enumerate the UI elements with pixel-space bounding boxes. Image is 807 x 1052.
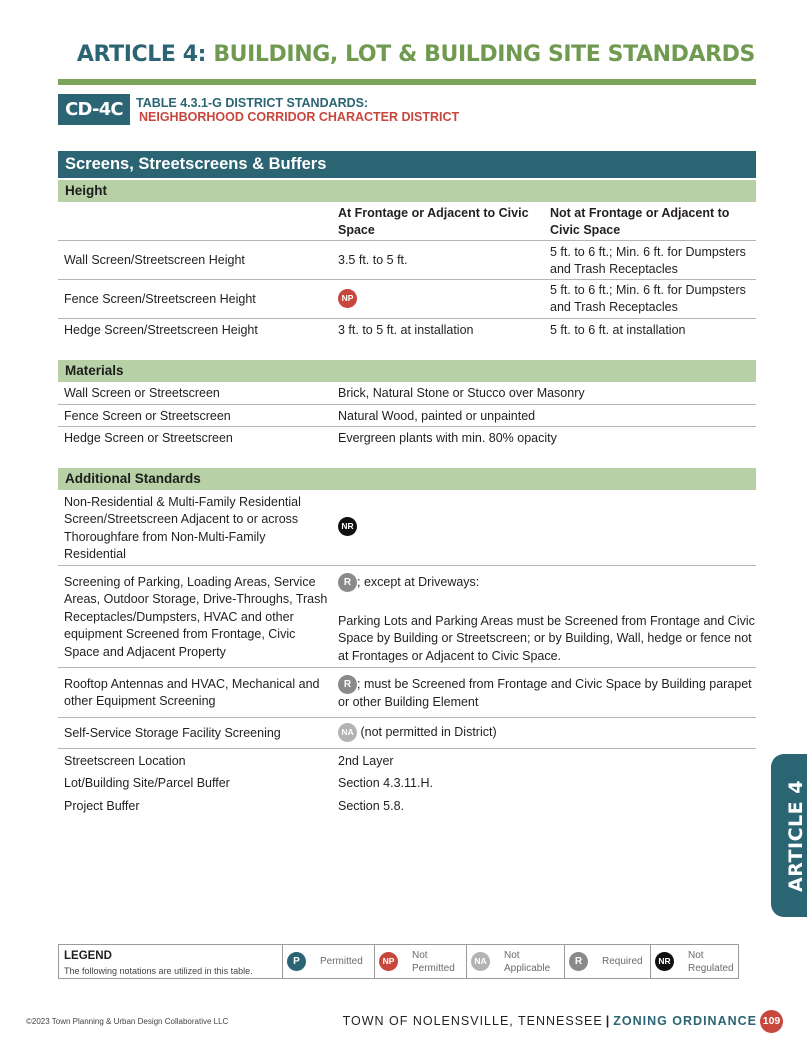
table-title: [136, 96, 459, 124]
article-prefix: ARTICLE 4:: [76, 42, 207, 67]
not-regulated-badge: NR: [338, 517, 357, 536]
row-value: Section 5.8.: [338, 799, 405, 813]
row-divider: [58, 426, 756, 427]
section-heading-materials: Materials: [58, 360, 756, 382]
row-value-frontage: 3 ft. to 5 ft. at installation: [338, 323, 474, 337]
row-label: Wall Screen or Streetscreen: [64, 386, 220, 400]
row-label: Hedge Screen or Streetscreen: [64, 431, 233, 445]
district-badge: CD-4C: [58, 94, 130, 125]
row-divider: [58, 279, 756, 280]
row-label: Project Buffer: [64, 799, 140, 813]
row-value: Brick, Natural Stone or Stucco over Masonry: [338, 386, 585, 400]
row-divider: [58, 565, 756, 566]
row-value: [338, 723, 753, 742]
legend-item-permitted: [282, 945, 374, 978]
row-label: Screening of Parking, Loading Areas, Service Areas, Outdoor Storage, Drive-Throughs, Trash Receptacles/Dumpsters, HVAC and other equipment Screened from Frontage, Civic Space and Adjacent Property: [64, 575, 328, 659]
row-divider: [58, 240, 756, 241]
footer-town: TOWN OF NOLENSVILLE, TENNESSEE: [342, 1014, 603, 1028]
table-main-heading: Screens, Streetscreens & Buffers: [58, 151, 756, 178]
page-number: 109: [760, 1010, 783, 1033]
row-label: Fence Screen or Streetscreen: [64, 409, 231, 423]
row-label: Rooftop Antennas and HVAC, Mechanical and other Equipment Screening: [64, 677, 320, 709]
row-label: Hedge Screen/Streetscreen Height: [64, 323, 258, 337]
row-value-text: (not permitted in District): [357, 724, 497, 739]
row-value: 2nd Layer: [338, 754, 394, 768]
article-side-tab[interactable]: [771, 754, 807, 917]
not-permitted-badge: NP: [338, 289, 357, 308]
required-badge: R: [569, 952, 588, 971]
row-divider: [58, 717, 756, 718]
row-divider: [58, 667, 756, 668]
row-value-text: ; must be Screened from Frontage and Civic Space by Building parapet or other Building Element: [338, 676, 752, 709]
row-label: Wall Screen/Streetscreen Height: [64, 253, 245, 267]
legend-label: Permitted: [320, 956, 363, 967]
legend-title: LEGEND: [64, 950, 112, 962]
article-header: [77, 42, 755, 67]
article-side-tab-label: ARTICLE 4: [785, 779, 807, 892]
row-divider: [58, 748, 756, 749]
row-value: [338, 573, 753, 592]
row-value: Evergreen plants with min. 80% opacity: [338, 431, 557, 445]
legend-item-not-regulated: [650, 945, 738, 978]
required-badge: R: [338, 573, 357, 592]
legend-item-required: [564, 945, 650, 978]
footer-separator: |: [605, 1014, 611, 1028]
not-regulated-badge: NR: [655, 952, 674, 971]
row-value-frontage: [338, 289, 357, 308]
row-value: Natural Wood, painted or unpainted: [338, 409, 536, 423]
legend-label: Not Regulated: [688, 950, 734, 974]
section-heading-height: Height: [58, 180, 756, 202]
row-value: Section 4.3.11.H.: [338, 776, 433, 790]
table-title-line2: NEIGHBORHOOD CORRIDOR CHARACTER DISTRICT: [139, 110, 460, 124]
permitted-badge: P: [287, 952, 306, 971]
table-title-line1: TABLE 4.3.1-G DISTRICT STANDARDS:: [136, 96, 369, 110]
section-heading-additional-standards: Additional Standards: [58, 468, 756, 490]
legend-label: Not Permitted: [412, 950, 455, 974]
legend-item-not-applicable: [466, 945, 564, 978]
footer-ordinance: ZONING ORDINANCE: [613, 1014, 757, 1028]
legend-label: Required: [602, 956, 643, 967]
row-label: Self-Service Storage Facility Screening: [64, 726, 281, 740]
row-value-detail: Parking Lots and Parking Areas must be Screened from Frontage and Civic Space by Building or Streetscreen; or by Building, Wall, hedge or fence not at Frontages or Adjacent to Civic Space.: [338, 614, 755, 663]
row-divider: [58, 404, 756, 405]
legend: [58, 944, 739, 979]
not-applicable-badge: NA: [338, 723, 357, 742]
header-divider: [58, 79, 756, 85]
footer-copyright: ©2023 Town Planning & Urban Design Collaborative LLC: [26, 1017, 229, 1026]
row-label: Fence Screen/Streetscreen Height: [64, 292, 256, 306]
row-divider: [58, 318, 756, 319]
column-header-at-frontage: At Frontage or Adjacent to Civic Space: [338, 206, 529, 238]
column-header-not-at-frontage: Not at Frontage or Adjacent to Civic Space: [550, 206, 730, 238]
legend-label: Not Applicable: [504, 950, 551, 974]
row-label: Non-Residential & Multi-Family Residential Screen/Streetscreen Adjacent to or across Thoroughfare from Non-Multi-Family Residential: [64, 495, 301, 562]
row-value-not-frontage: 5 ft. to 6 ft. at installation: [550, 323, 686, 337]
not-permitted-badge: NP: [379, 952, 398, 971]
row-value-not-frontage: 5 ft. to 6 ft.; Min. 6 ft. for Dumpsters and Trash Receptacles: [550, 245, 746, 277]
row-value-not-frontage: 5 ft. to 6 ft.; Min. 6 ft. for Dumpsters and Trash Receptacles: [550, 283, 746, 315]
not-applicable-badge: NA: [471, 952, 490, 971]
row-value-text: ; except at Driveways:: [357, 574, 480, 589]
row-value: [338, 517, 357, 536]
article-title: BUILDING, LOT & BUILDING SITE STANDARDS: [213, 42, 755, 67]
legend-description: The following notations are utilized in this table.: [64, 966, 253, 976]
required-badge: R: [338, 675, 357, 694]
legend-item-not-permitted: [374, 945, 466, 978]
row-label: Lot/Building Site/Parcel Buffer: [64, 776, 230, 790]
row-label: Streetscreen Location: [64, 754, 186, 768]
row-value: [338, 675, 756, 711]
row-value-frontage: 3.5 ft. to 5 ft.: [338, 253, 408, 267]
footer-title: [343, 1014, 757, 1028]
